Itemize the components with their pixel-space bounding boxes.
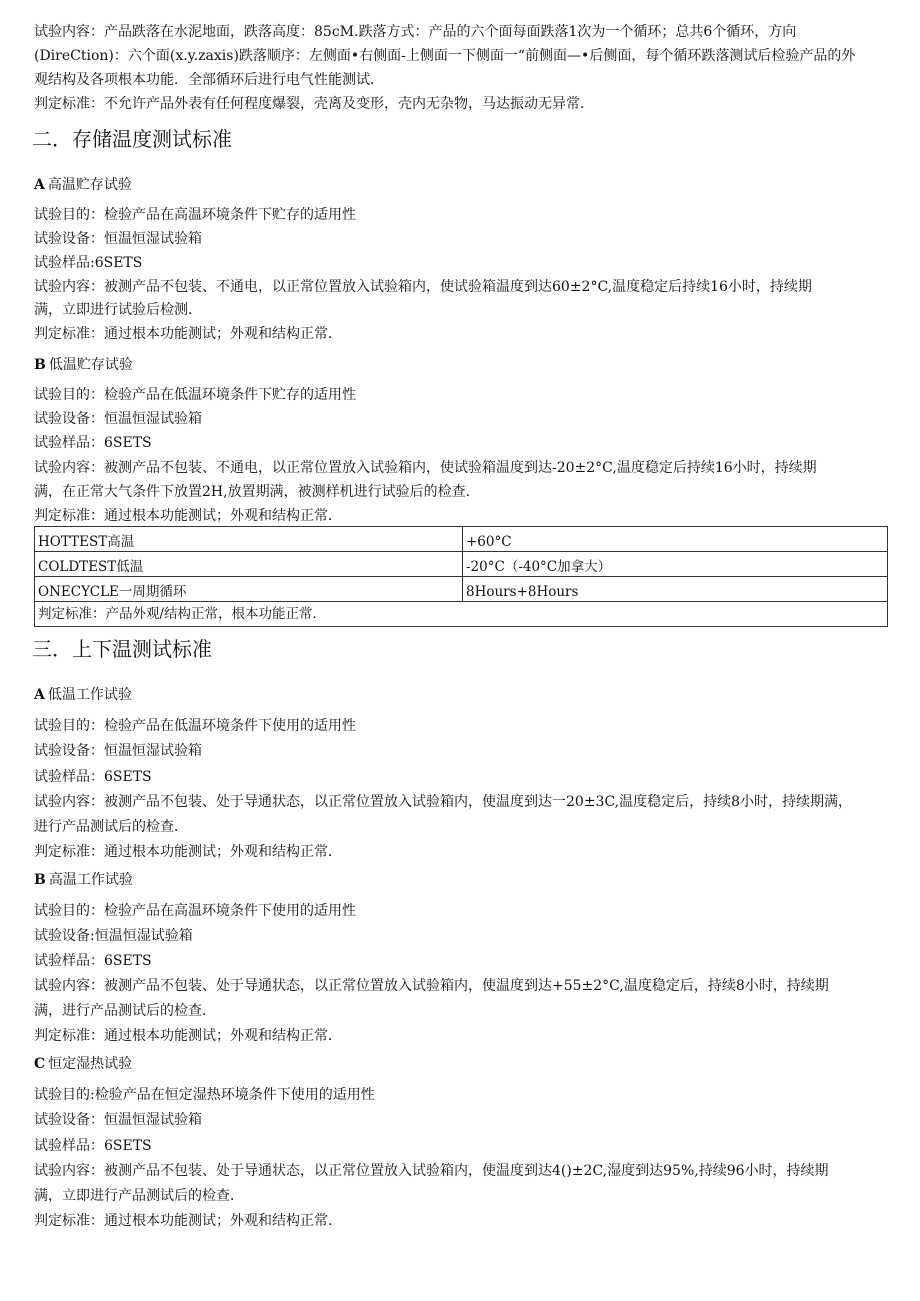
table-row: [35, 577, 888, 602]
table-cell: COLDTEST低温: [35, 552, 463, 577]
drop-test-criteria: 判定标准：不允许产品外表有任何程度爆裂，壳离及变形，壳内无杂物，马达振动无异常．: [34, 96, 594, 112]
section-3b-heading: [34, 870, 133, 890]
section-2-heading: 二．存储温度测试标准: [32, 127, 232, 151]
table-cell: 8Hours+8Hours: [463, 577, 888, 602]
s2b-criteria: 判定标准：通过根本功能测试；外观和结构正常．: [34, 508, 342, 524]
s3b-content-line-1: 试验内容：被测产品不包装、处于导通状态，以正常位置放入试验箱内，使温度到达+55±2°C,温度稳定后，持续8小时，持续期: [34, 978, 829, 994]
section-2a-heading: [34, 175, 132, 195]
s2b-sample: 试验样品：6SETS: [34, 435, 152, 451]
section-3c-title: 恒定湿热试验: [48, 1056, 133, 1072]
section-3a-letter: A: [34, 687, 45, 703]
s2a-purpose: 试验目的：检验产品在高温环境条件下贮存的适用性: [34, 207, 356, 223]
section-2b-title: 低温贮存试验: [48, 357, 133, 373]
section-3b-letter: B: [34, 872, 46, 888]
section-2b-heading: [34, 355, 133, 375]
section-3a-title: 低温工作试验: [47, 687, 132, 703]
section-2a-title: 高温贮存试验: [47, 177, 132, 193]
s2b-content-line-1: 试验内容：被测产品不包装、不通电，以正常位置放入试验箱内，使试验箱温度到达-20±2°C,温度稳定后持续16小时，持续期: [34, 460, 817, 476]
s3c-equipment: 试验设备：恒温恒湿试验箱: [34, 1112, 202, 1128]
section-3-heading: 三．上下温测试标准: [32, 637, 212, 661]
s2a-content-line-1: 试验内容：被测产品不包装、不通电，以正常位置放入试验箱内，使试验箱温度到达60±2°C,温度稳定后持续16小时，持续期: [34, 279, 812, 295]
s2a-equipment: 试验设备：恒温恒湿试验箱: [34, 231, 202, 247]
s3a-sample: 试验样品：6SETS: [34, 769, 152, 785]
s2b-content-line-2: 满，在正常大气条件下放置2H,放置期满，被测样机进行试验后的检查．: [34, 484, 480, 500]
table-cell: +60°C: [463, 527, 888, 552]
s2a-content-line-2: 满，立即进行试验后检测．: [34, 302, 202, 318]
section-3b-title: 高温工作试验: [48, 872, 133, 888]
s3c-content-line-2: 满，立即进行产品测试后的检查．: [34, 1188, 244, 1204]
s2b-equipment: 试验设备：恒温恒湿试验箱: [34, 411, 202, 427]
s2b-purpose: 试验目的：检验产品在低温环境条件下贮存的适用性: [34, 387, 356, 403]
table-footer-cell: 判定标准：产品外观/结构正常，根本功能正常．: [35, 602, 888, 627]
s2a-sample: 试验样品:6SETS: [34, 255, 143, 271]
s3c-purpose: 试验目的:检验产品在恒定湿热环境条件下使用的适用性: [34, 1087, 375, 1103]
s3a-equipment: 试验设备：恒温恒湿试验箱: [34, 743, 202, 759]
s3c-content-line-1: 试验内容：被测产品不包装、处于导通状态，以正常位置放入试验箱内，使温度到达4()±2C,湿度到达95%,持续96小时，持续期: [34, 1163, 829, 1179]
table-cell: ONECYCLE一周期循环: [35, 577, 463, 602]
s3b-purpose: 试验目的：检验产品在高温环境条件下使用的适用性: [34, 903, 356, 919]
storage-temperature-table: [34, 526, 888, 627]
s3b-equipment: 试验设备:恒温恒湿试验箱: [34, 928, 193, 944]
section-3a-heading: [34, 685, 132, 705]
s3c-criteria: 判定标准：通过根本功能测试；外观和结构正常．: [34, 1213, 342, 1229]
s3c-sample: 试验样品：6SETS: [34, 1138, 152, 1154]
table-row: [35, 552, 888, 577]
drop-test-content-line-3: 观结构及各项根本功能．全部循环后进行电气性能测试．: [34, 72, 384, 88]
s3a-content-line-1: 试验内容：被测产品不包装、处于导通状态，以正常位置放入试验箱内，使温度到达一20±3C,温度稳定后，持续8小时，持续期满，: [34, 794, 853, 810]
table-cell: -20°C（-40°C加拿大）: [463, 552, 888, 577]
s3b-content-line-2: 满，进行产品测试后的检查．: [34, 1003, 216, 1019]
s2a-criteria: 判定标准：通过根本功能测试；外观和结构正常．: [34, 326, 342, 342]
s3a-purpose: 试验目的：检验产品在低温环境条件下使用的适用性: [34, 718, 356, 734]
section-3c-heading: [34, 1054, 132, 1074]
section-3c-letter: C: [34, 1056, 46, 1072]
section-2a-letter: A: [34, 177, 45, 193]
table-cell: HOTTEST高温: [35, 527, 463, 552]
drop-test-content-line-2: (DireCtion)：六个面(x.y.zaxis)跌落顺序：左侧面•右侧面-上侧面一下侧面一“前侧面—•后侧面，每个循环跌落测试后检验产品的外: [34, 48, 856, 64]
section-2b-letter: B: [34, 357, 46, 373]
s3b-criteria: 判定标准：通过根本功能测试；外观和结构正常．: [34, 1028, 342, 1044]
s3b-sample: 试验样品：6SETS: [34, 953, 152, 969]
drop-test-content-line-1: 试验内容：产品跌落在水泥地面，跌落高度：85cM.跌落方式：产品的六个面每面跌落1次为一个循环；总共6个循环，方向: [34, 24, 797, 40]
table-row: [35, 527, 888, 552]
s3a-content-line-2: 进行产品测试后的检查．: [34, 819, 188, 835]
table-footer-row: [35, 602, 888, 627]
s3a-criteria: 判定标准：通过根本功能测试；外观和结构正常．: [34, 844, 342, 860]
